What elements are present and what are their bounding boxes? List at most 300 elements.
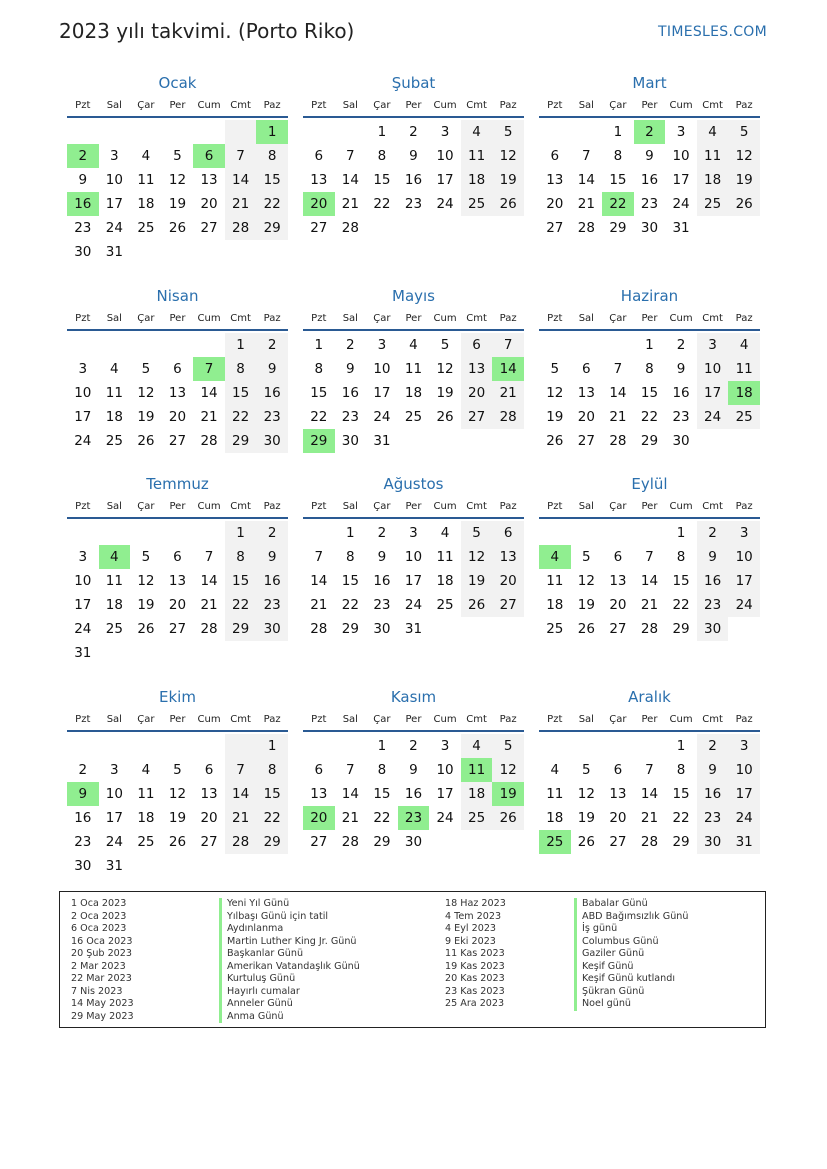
- day-cell: 3: [78, 361, 88, 377]
- day-cell: 30: [341, 433, 359, 449]
- day-cell: 22: [310, 409, 328, 425]
- day-cell: 10: [697, 357, 729, 381]
- legend-holiday-name: Kurtuluş Günü: [219, 973, 360, 986]
- day-cell: 14: [341, 172, 359, 188]
- day-cell: 5: [141, 549, 151, 565]
- day-cell: 2: [697, 521, 729, 545]
- weekday-label: Pzt: [311, 713, 327, 725]
- weekday-label: Cmt: [702, 99, 723, 111]
- legend-holiday-name: Amerikan Vatandaşlık Günü: [219, 961, 360, 974]
- day-cell: 29: [341, 621, 359, 637]
- day-cell: 15: [341, 573, 359, 589]
- day-cell: 12: [168, 172, 187, 188]
- day-cell: 8: [225, 545, 257, 569]
- weekday-label: Çar: [137, 500, 155, 512]
- day-cell: 7: [613, 361, 623, 377]
- legend-date: 1 Oca 2023: [71, 898, 127, 909]
- day-cell: 14: [200, 385, 218, 401]
- day-cell: 12: [492, 144, 524, 168]
- day-cell: 23: [256, 593, 288, 617]
- day-cell: 8: [613, 148, 623, 164]
- month-name: Kasım: [390, 688, 437, 706]
- day-cell: 6: [550, 148, 560, 164]
- weekday-label: Pzt: [75, 713, 91, 725]
- weekday-label: Paz: [263, 312, 281, 324]
- day-grid: [539, 333, 760, 453]
- day-cell: 6: [314, 762, 324, 778]
- month-name: Temmuz: [146, 475, 209, 493]
- day-cell: 19: [137, 409, 155, 425]
- day-cell: 10: [105, 786, 123, 802]
- day-cell: 20: [609, 597, 627, 613]
- day-cell: 14: [341, 786, 359, 802]
- day-cell: 24: [672, 196, 690, 212]
- empty-cell: [99, 120, 131, 144]
- legend-date: 7 Nis 2023: [71, 985, 123, 997]
- day-cell: 10: [436, 762, 454, 778]
- month-3: [539, 72, 760, 240]
- empty-cell: [225, 120, 257, 144]
- day-cell: 30: [697, 617, 729, 641]
- legend-date: 16 Oca 2023: [71, 935, 133, 947]
- day-cell: 14: [609, 385, 627, 401]
- day-cell: 15: [310, 385, 328, 401]
- day-cell: 1: [225, 333, 257, 357]
- weekday-header: [539, 94, 760, 118]
- day-cell: 28: [640, 621, 659, 637]
- day-cell: 15: [256, 168, 288, 192]
- weekday-label: Sal: [578, 99, 594, 111]
- day-cell: 4: [141, 148, 151, 164]
- day-cell: 17: [404, 573, 423, 589]
- holiday-day-cell: 25: [539, 830, 571, 854]
- day-cell: 2: [697, 734, 729, 758]
- day-cell: 19: [728, 168, 760, 192]
- day-cell: 10: [373, 361, 391, 377]
- legend-date: 29 May 2023: [71, 1010, 134, 1022]
- page-title: 2023 yılı takvimi. (Porto Riko): [59, 19, 355, 43]
- day-cell: 28: [341, 834, 359, 850]
- day-cell: 7: [346, 762, 355, 778]
- day-cell: 21: [492, 381, 524, 405]
- weekday-label: Cum: [197, 99, 221, 111]
- weekday-label: Çar: [373, 500, 391, 512]
- empty-cell: [99, 521, 131, 545]
- weekday-label: Paz: [735, 99, 753, 111]
- empty-cell: [99, 734, 131, 758]
- day-grid: [67, 521, 288, 665]
- day-cell: 7: [492, 333, 524, 357]
- day-cell: 1: [676, 738, 686, 754]
- day-cell: 26: [168, 220, 187, 236]
- weekday-label: Pzt: [547, 312, 563, 324]
- day-cell: 21: [200, 409, 218, 425]
- empty-cell: [130, 734, 162, 758]
- empty-cell: [99, 333, 131, 357]
- month-name: Ocak: [158, 74, 197, 92]
- day-cell: 7: [225, 144, 257, 168]
- weekday-label: Paz: [499, 99, 517, 111]
- day-cell: 19: [546, 409, 564, 425]
- day-cell: 31: [728, 830, 760, 854]
- day-cell: 17: [697, 381, 729, 405]
- day-cell: 8: [256, 144, 288, 168]
- day-cell: 11: [436, 549, 454, 565]
- day-cell: 9: [676, 361, 686, 377]
- day-cell: 16: [341, 385, 359, 401]
- weekday-label: Paz: [263, 500, 281, 512]
- day-cell: 6: [314, 148, 324, 164]
- day-cell: 1: [377, 124, 387, 140]
- day-cell: 3: [440, 738, 450, 754]
- day-cell: 25: [137, 834, 155, 850]
- day-cell: 9: [346, 361, 355, 377]
- day-cell: 20: [609, 810, 627, 826]
- day-cell: 5: [492, 734, 524, 758]
- day-cell: 30: [640, 220, 659, 236]
- weekday-label: Cmt: [466, 99, 487, 111]
- day-cell: 31: [105, 244, 123, 260]
- weekday-label: Per: [169, 312, 186, 324]
- day-cell: 22: [672, 810, 690, 826]
- day-cell: 17: [436, 172, 454, 188]
- month-name: Aralık: [628, 688, 671, 706]
- day-cell: 28: [225, 216, 257, 240]
- day-cell: 8: [377, 762, 387, 778]
- day-cell: 14: [640, 786, 659, 802]
- day-cell: 29: [256, 216, 288, 240]
- day-cell: 29: [373, 834, 391, 850]
- day-cell: 17: [728, 569, 760, 593]
- day-cell: 7: [346, 148, 355, 164]
- day-cell: 29: [672, 621, 690, 637]
- weekday-label: Cum: [669, 99, 693, 111]
- day-grid: [303, 333, 524, 453]
- day-cell: 1: [314, 337, 324, 353]
- day-cell: 3: [377, 337, 387, 353]
- day-cell: 25: [697, 192, 729, 216]
- day-cell: 22: [256, 806, 288, 830]
- day-cell: 8: [256, 758, 288, 782]
- day-cell: 26: [577, 621, 595, 637]
- legend-holiday-name: Columbus Günü: [574, 936, 688, 949]
- empty-cell: [539, 120, 571, 144]
- day-cell: 5: [461, 521, 493, 545]
- weekday-label: Per: [169, 99, 186, 111]
- holiday-day-cell: 20: [303, 192, 335, 216]
- day-cell: 31: [105, 858, 123, 874]
- day-cell: 27: [200, 220, 218, 236]
- day-cell: 8: [346, 549, 355, 565]
- empty-cell: [162, 734, 194, 758]
- weekday-label: Çar: [609, 312, 627, 324]
- day-cell: 21: [200, 597, 218, 613]
- day-cell: 5: [141, 361, 151, 377]
- weekday-label: Per: [641, 312, 658, 324]
- legend-holiday-name: Martin Luther King Jr. Günü: [219, 936, 360, 949]
- empty-cell: [67, 120, 99, 144]
- empty-cell: [67, 734, 99, 758]
- day-cell: 7: [582, 148, 591, 164]
- weekday-label: Cum: [433, 713, 457, 725]
- day-cell: 16: [672, 385, 690, 401]
- day-cell: 23: [404, 196, 423, 212]
- weekday-label: Çar: [609, 500, 627, 512]
- day-cell: 5: [582, 762, 591, 778]
- weekday-label: Paz: [735, 312, 753, 324]
- weekday-label: Pzt: [75, 99, 91, 111]
- day-cell: 18: [137, 810, 155, 826]
- day-cell: 10: [74, 573, 92, 589]
- weekday-label: Cmt: [702, 713, 723, 725]
- day-cell: 22: [225, 405, 257, 429]
- day-cell: 22: [640, 409, 659, 425]
- day-cell: 29: [225, 429, 257, 453]
- empty-cell: [303, 734, 335, 758]
- day-cell: 17: [728, 782, 760, 806]
- day-cell: 11: [105, 573, 123, 589]
- day-cell: 16: [256, 381, 288, 405]
- legend-date: 4 Eyl 2023: [445, 923, 497, 934]
- legend-holiday-name: Aydınlanma: [219, 923, 360, 936]
- legend-date: 20 Kas 2023: [445, 973, 505, 984]
- day-cell: 9: [697, 758, 729, 782]
- day-cell: 4: [728, 333, 760, 357]
- day-cell: 4: [141, 762, 151, 778]
- day-cell: 5: [550, 361, 560, 377]
- day-cell: 24: [436, 810, 454, 826]
- day-cell: 17: [436, 786, 454, 802]
- day-cell: 19: [577, 810, 595, 826]
- holiday-day-cell: 9: [67, 782, 99, 806]
- day-cell: 5: [728, 120, 760, 144]
- day-cell: 30: [404, 834, 423, 850]
- day-cell: 29: [256, 830, 288, 854]
- empty-cell: [634, 734, 666, 758]
- day-cell: 12: [728, 144, 760, 168]
- day-cell: 28: [341, 220, 359, 236]
- month-10: [67, 686, 288, 878]
- day-cell: 24: [74, 621, 92, 637]
- day-cell: 30: [256, 429, 288, 453]
- day-cell: 19: [461, 569, 493, 593]
- day-cell: 17: [672, 172, 690, 188]
- day-cell: 24: [697, 405, 729, 429]
- brand-logo[interactable]: TIMESLES.COM: [658, 24, 767, 40]
- day-cell: 23: [256, 405, 288, 429]
- day-cell: 4: [110, 361, 119, 377]
- empty-cell: [602, 333, 634, 357]
- day-cell: 18: [546, 597, 564, 613]
- day-cell: 12: [137, 385, 155, 401]
- day-cell: 16: [404, 172, 423, 188]
- weekday-label: Pzt: [547, 500, 563, 512]
- day-cell: 15: [225, 569, 257, 593]
- holiday-day-cell: 7: [193, 357, 225, 381]
- empty-cell: [130, 120, 162, 144]
- day-cell: 27: [609, 834, 627, 850]
- day-cell: 25: [461, 806, 493, 830]
- day-cell: 29: [672, 834, 690, 850]
- day-cell: 28: [225, 830, 257, 854]
- day-cell: 6: [204, 762, 214, 778]
- holiday-day-cell: 19: [492, 782, 524, 806]
- day-cell: 26: [728, 192, 760, 216]
- empty-cell: [571, 521, 603, 545]
- day-cell: 13: [200, 786, 218, 802]
- legend-holiday-name: Gaziler Günü: [574, 948, 688, 961]
- day-cell: 20: [200, 810, 218, 826]
- day-cell: 10: [74, 385, 92, 401]
- day-cell: 27: [461, 405, 493, 429]
- weekday-label: Per: [405, 99, 422, 111]
- weekday-label: Cum: [669, 713, 693, 725]
- weekday-label: Per: [169, 713, 186, 725]
- weekday-label: Per: [641, 99, 658, 111]
- day-cell: 24: [728, 806, 760, 830]
- day-cell: 18: [697, 168, 729, 192]
- day-cell: 20: [461, 381, 493, 405]
- empty-cell: [602, 734, 634, 758]
- day-cell: 18: [105, 409, 123, 425]
- day-cell: 28: [200, 621, 218, 637]
- holiday-day-cell: 14: [492, 357, 524, 381]
- month-12: [539, 686, 760, 854]
- day-cell: 26: [461, 593, 493, 617]
- weekday-label: Cmt: [702, 312, 723, 324]
- month-name: Haziran: [620, 287, 679, 305]
- weekday-label: Cmt: [230, 713, 251, 725]
- legend-date: 2 Oca 2023: [71, 910, 127, 922]
- empty-cell: [162, 333, 194, 357]
- day-cell: 30: [74, 244, 92, 260]
- day-cell: 10: [672, 148, 690, 164]
- day-cell: 18: [436, 573, 454, 589]
- weekday-header: [303, 495, 524, 519]
- holiday-day-cell: 4: [99, 545, 131, 569]
- day-cell: 29: [640, 433, 659, 449]
- day-cell: 23: [373, 597, 391, 613]
- day-cell: 18: [137, 196, 155, 212]
- weekday-label: Per: [405, 312, 422, 324]
- day-cell: 14: [640, 573, 659, 589]
- weekday-label: Cmt: [466, 312, 487, 324]
- month-name: Ağustos: [383, 475, 444, 493]
- legend-holiday-name: Anneler Günü: [219, 998, 360, 1011]
- day-cell: 2: [377, 525, 387, 541]
- day-cell: 23: [341, 409, 359, 425]
- holiday-legend: [59, 891, 766, 1028]
- day-cell: 3: [78, 549, 88, 565]
- weekday-label: Sal: [578, 713, 594, 725]
- day-cell: 13: [310, 172, 328, 188]
- weekday-header: [67, 495, 288, 519]
- day-cell: 30: [672, 433, 690, 449]
- day-cell: 18: [546, 810, 564, 826]
- day-cell: 14: [200, 573, 218, 589]
- day-cell: 23: [697, 806, 729, 830]
- weekday-label: Cum: [433, 99, 457, 111]
- day-cell: 7: [225, 758, 257, 782]
- day-cell: 16: [74, 810, 92, 826]
- day-cell: 2: [256, 333, 288, 357]
- day-cell: 3: [409, 525, 418, 541]
- weekday-header: [67, 307, 288, 331]
- day-cell: 3: [728, 521, 760, 545]
- day-cell: 4: [409, 337, 418, 353]
- day-cell: 26: [492, 806, 524, 830]
- day-cell: 21: [640, 597, 659, 613]
- weekday-label: Çar: [373, 713, 391, 725]
- day-cell: 11: [137, 172, 155, 188]
- day-cell: 22: [672, 597, 690, 613]
- weekday-label: Cmt: [702, 500, 723, 512]
- day-cell: 2: [676, 337, 686, 353]
- weekday-label: Çar: [373, 99, 391, 111]
- weekday-label: Per: [169, 500, 186, 512]
- legend-holiday-name: Anma Günü: [219, 1011, 360, 1024]
- day-cell: 30: [256, 617, 288, 641]
- day-cell: 27: [168, 433, 187, 449]
- day-grid: [539, 521, 760, 641]
- day-cell: 24: [728, 593, 760, 617]
- day-cell: 16: [697, 782, 729, 806]
- day-cell: 20: [168, 409, 187, 425]
- day-cell: 22: [256, 192, 288, 216]
- legend-holiday-name: Hayırlı cumalar: [219, 986, 360, 999]
- weekday-label: Pzt: [75, 312, 91, 324]
- weekday-label: Cmt: [230, 99, 251, 111]
- day-cell: 8: [676, 762, 686, 778]
- day-cell: 25: [105, 621, 123, 637]
- day-cell: 6: [461, 333, 493, 357]
- weekday-label: Cum: [669, 500, 693, 512]
- day-cell: 7: [645, 549, 654, 565]
- day-cell: 28: [609, 433, 627, 449]
- weekday-label: Cmt: [230, 312, 251, 324]
- weekday-label: Paz: [735, 500, 753, 512]
- day-cell: 18: [461, 782, 493, 806]
- empty-cell: [193, 120, 225, 144]
- day-cell: 3: [676, 124, 686, 140]
- weekday-label: Cmt: [466, 713, 487, 725]
- day-cell: 28: [310, 621, 328, 637]
- day-cell: 23: [672, 409, 690, 425]
- day-cell: 13: [310, 786, 328, 802]
- day-cell: 27: [310, 834, 328, 850]
- legend-holiday-name: Şükran Günü: [574, 986, 688, 999]
- day-cell: 11: [697, 144, 729, 168]
- day-cell: 5: [173, 148, 182, 164]
- day-cell: 21: [577, 196, 595, 212]
- day-cell: 15: [373, 172, 391, 188]
- weekday-label: Sal: [342, 312, 358, 324]
- holiday-day-cell: 2: [67, 144, 99, 168]
- day-cell: 15: [373, 786, 391, 802]
- day-cell: 21: [341, 810, 359, 826]
- day-cell: 6: [173, 361, 182, 377]
- legend-names-left: [219, 898, 360, 1023]
- day-cell: 20: [577, 409, 595, 425]
- empty-cell: [193, 333, 225, 357]
- day-cell: 3: [440, 124, 450, 140]
- day-cell: 8: [314, 361, 324, 377]
- empty-cell: [303, 120, 335, 144]
- weekday-header: [67, 94, 288, 118]
- empty-cell: [571, 734, 603, 758]
- legend-date: 20 Şub 2023: [71, 948, 132, 959]
- day-cell: 28: [640, 834, 659, 850]
